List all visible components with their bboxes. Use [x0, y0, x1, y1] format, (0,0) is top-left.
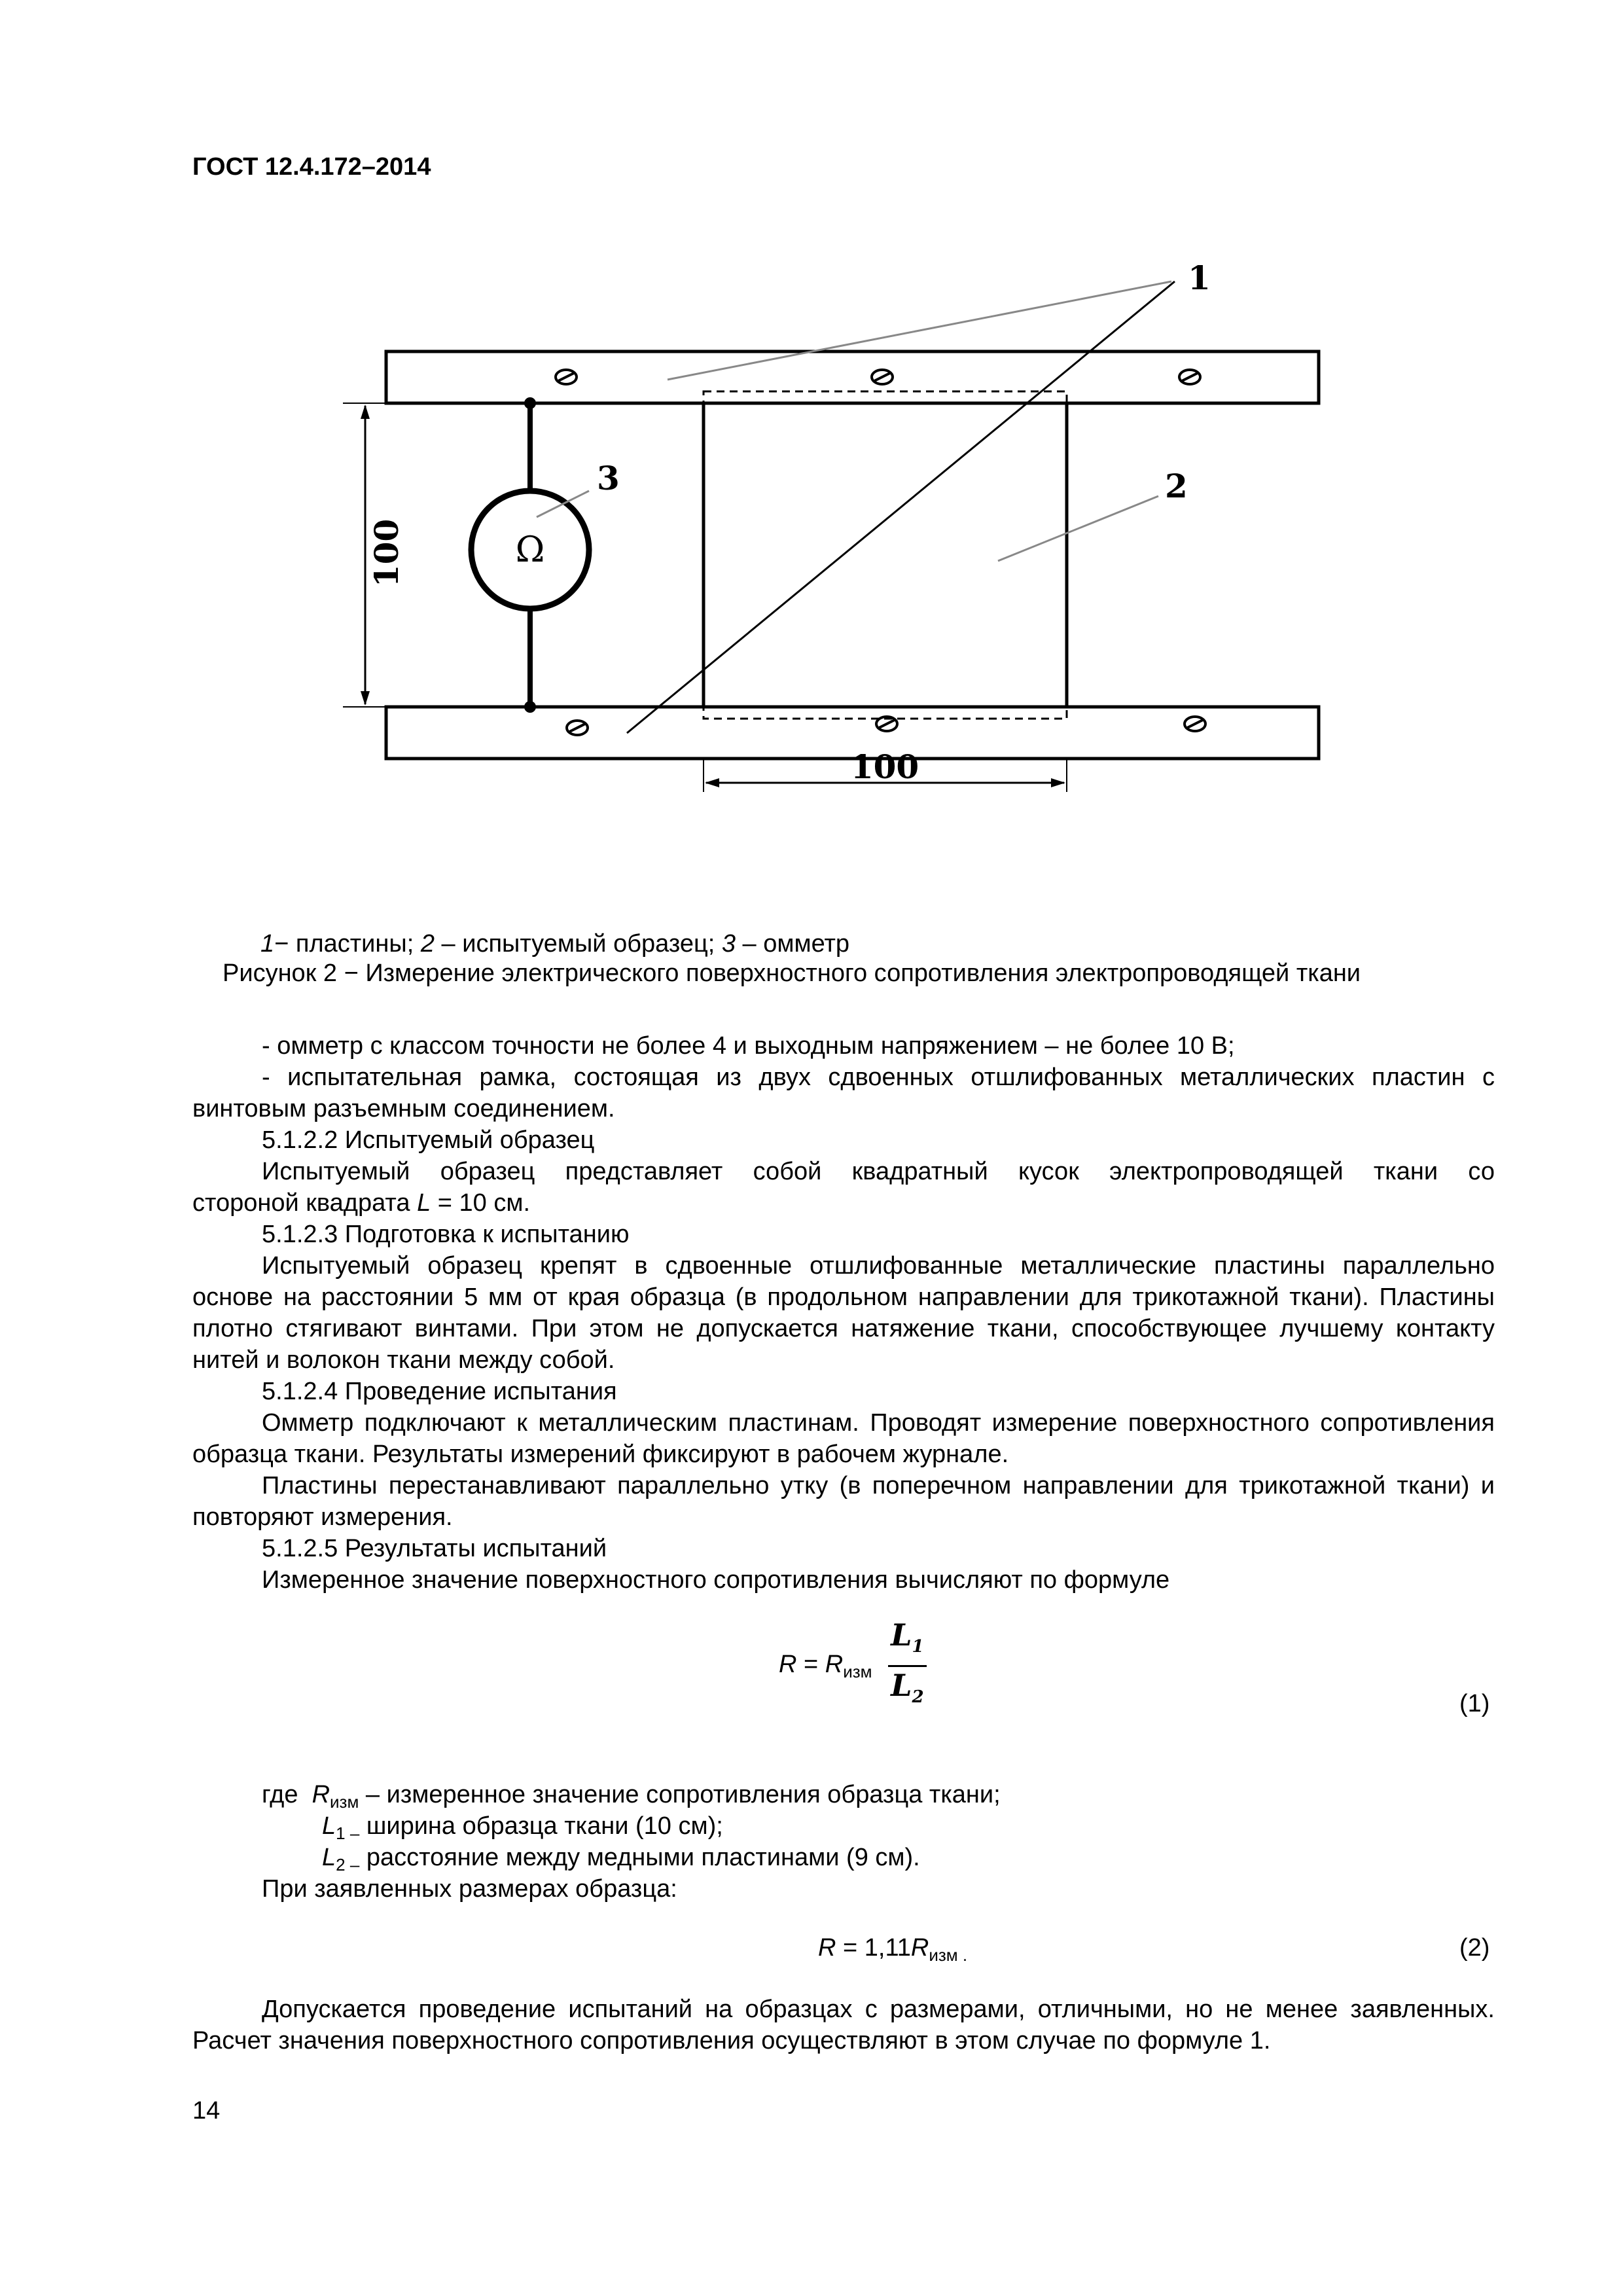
formula-1: $R = R_{изм}$ $\frac{L_1}{L_2}$ — [779, 1617, 927, 1715]
paragraph-ohmmeter: - омметр с классом точности не более 4 и выходным напряжением – не более 10 В; — [262, 1032, 1235, 1060]
where-r-definition: где $R_{изм}$ – измеренное значение сопротивления образца ткани; — [262, 1781, 1001, 1812]
figure-2-diagram — [340, 255, 1335, 818]
callout-1: 1 — [1188, 259, 1211, 297]
dimension-label-vertical: 100 — [367, 518, 406, 588]
equation-number-2: (2) — [1459, 1934, 1490, 1962]
section-5124-text1: Омметр подключают к металлическим пластинам. Проводят измерение поверхностного сопротивления образца ткани. Результаты измерений фиксируют в рабочем журнале. — [192, 1409, 1495, 1468]
where-l2-definition: $L_{2 -}$ расстояние между медными пластинами (9 см). — [322, 1844, 920, 1874]
declared-sizes-text: При заявленных размерах образца: — [262, 1875, 677, 1903]
ohmmeter-symbol: Ω — [515, 529, 545, 570]
section-5124-text2: Пластины перестанавливают параллельно утку (в поперечном направлении для трикотажной ткани) и повторяют измерения. — [192, 1472, 1495, 1531]
figure-caption: Рисунок 2 − Измерение электрического поверхностного сопротивления электропроводящей ткани — [223, 960, 1361, 987]
closing-paragraph: Допускается проведение испытаний на образцах с размерами, отличными, но не менее заявленных. Расчет значения поверхностного сопротивления осуществляют в этом случае по формуле 1. — [192, 1996, 1495, 2054]
equation-number-1: (1) — [1459, 1690, 1490, 1717]
callout-3: 3 — [597, 459, 620, 497]
section-5123-text: Испытуемый образец крепят в сдвоенные отшлифованные металлические пластины параллельно основе на расстоянии 5 мм от края образца (в продольном направлении для трикотажной ткани). Пластины плотно стягивают винтами. При этом не допускается натяжение ткани, способствующее лучшему контакту нитей и волокон ткани между собой. — [192, 1252, 1495, 1374]
section-5122-title: 5.1.2.2 Испытуемый образец — [262, 1126, 595, 1154]
section-5122-line1: Испытуемый образец представляет собой квадратный кусок электропроводящей ткани со — [262, 1158, 1495, 1185]
measurement-frame-drawing — [340, 255, 1335, 818]
section-5125-title: 5.1.2.5 Результаты испытаний — [262, 1535, 607, 1562]
section-5122-line2: стороной квадрата L = 10 см. — [192, 1189, 531, 1217]
paragraph-test-frame-line1: - испытательная рамка, состоящая из двух сдвоенных отшлифованных металлических пластин с — [262, 1064, 1495, 1091]
formula-2: $R = 1,11R_{изм .}$ — [818, 1934, 968, 1965]
figure-legend: 1− пластины; 2 – испытуемый образец; 3 – омметр — [260, 930, 850, 958]
section-5125-text: Измеренное значение поверхностного сопротивления вычисляют по формуле — [262, 1566, 1170, 1594]
callout-2: 2 — [1165, 467, 1188, 505]
page-number: 14 — [192, 2097, 221, 2125]
dimension-label-horizontal: 100 — [850, 747, 919, 786]
section-5124-title: 5.1.2.4 Проведение испытания — [262, 1378, 617, 1405]
document-code-header: ГОСТ 12.4.172–2014 — [192, 153, 431, 181]
where-l1-definition: $L_{1 -}$ ширина образца ткани (10 см); — [322, 1812, 723, 1843]
paragraph-test-frame-line2: винтовым разъемным соединением. — [192, 1095, 615, 1122]
section-5123-title: 5.1.2.3 Подготовка к испытанию — [262, 1221, 630, 1248]
